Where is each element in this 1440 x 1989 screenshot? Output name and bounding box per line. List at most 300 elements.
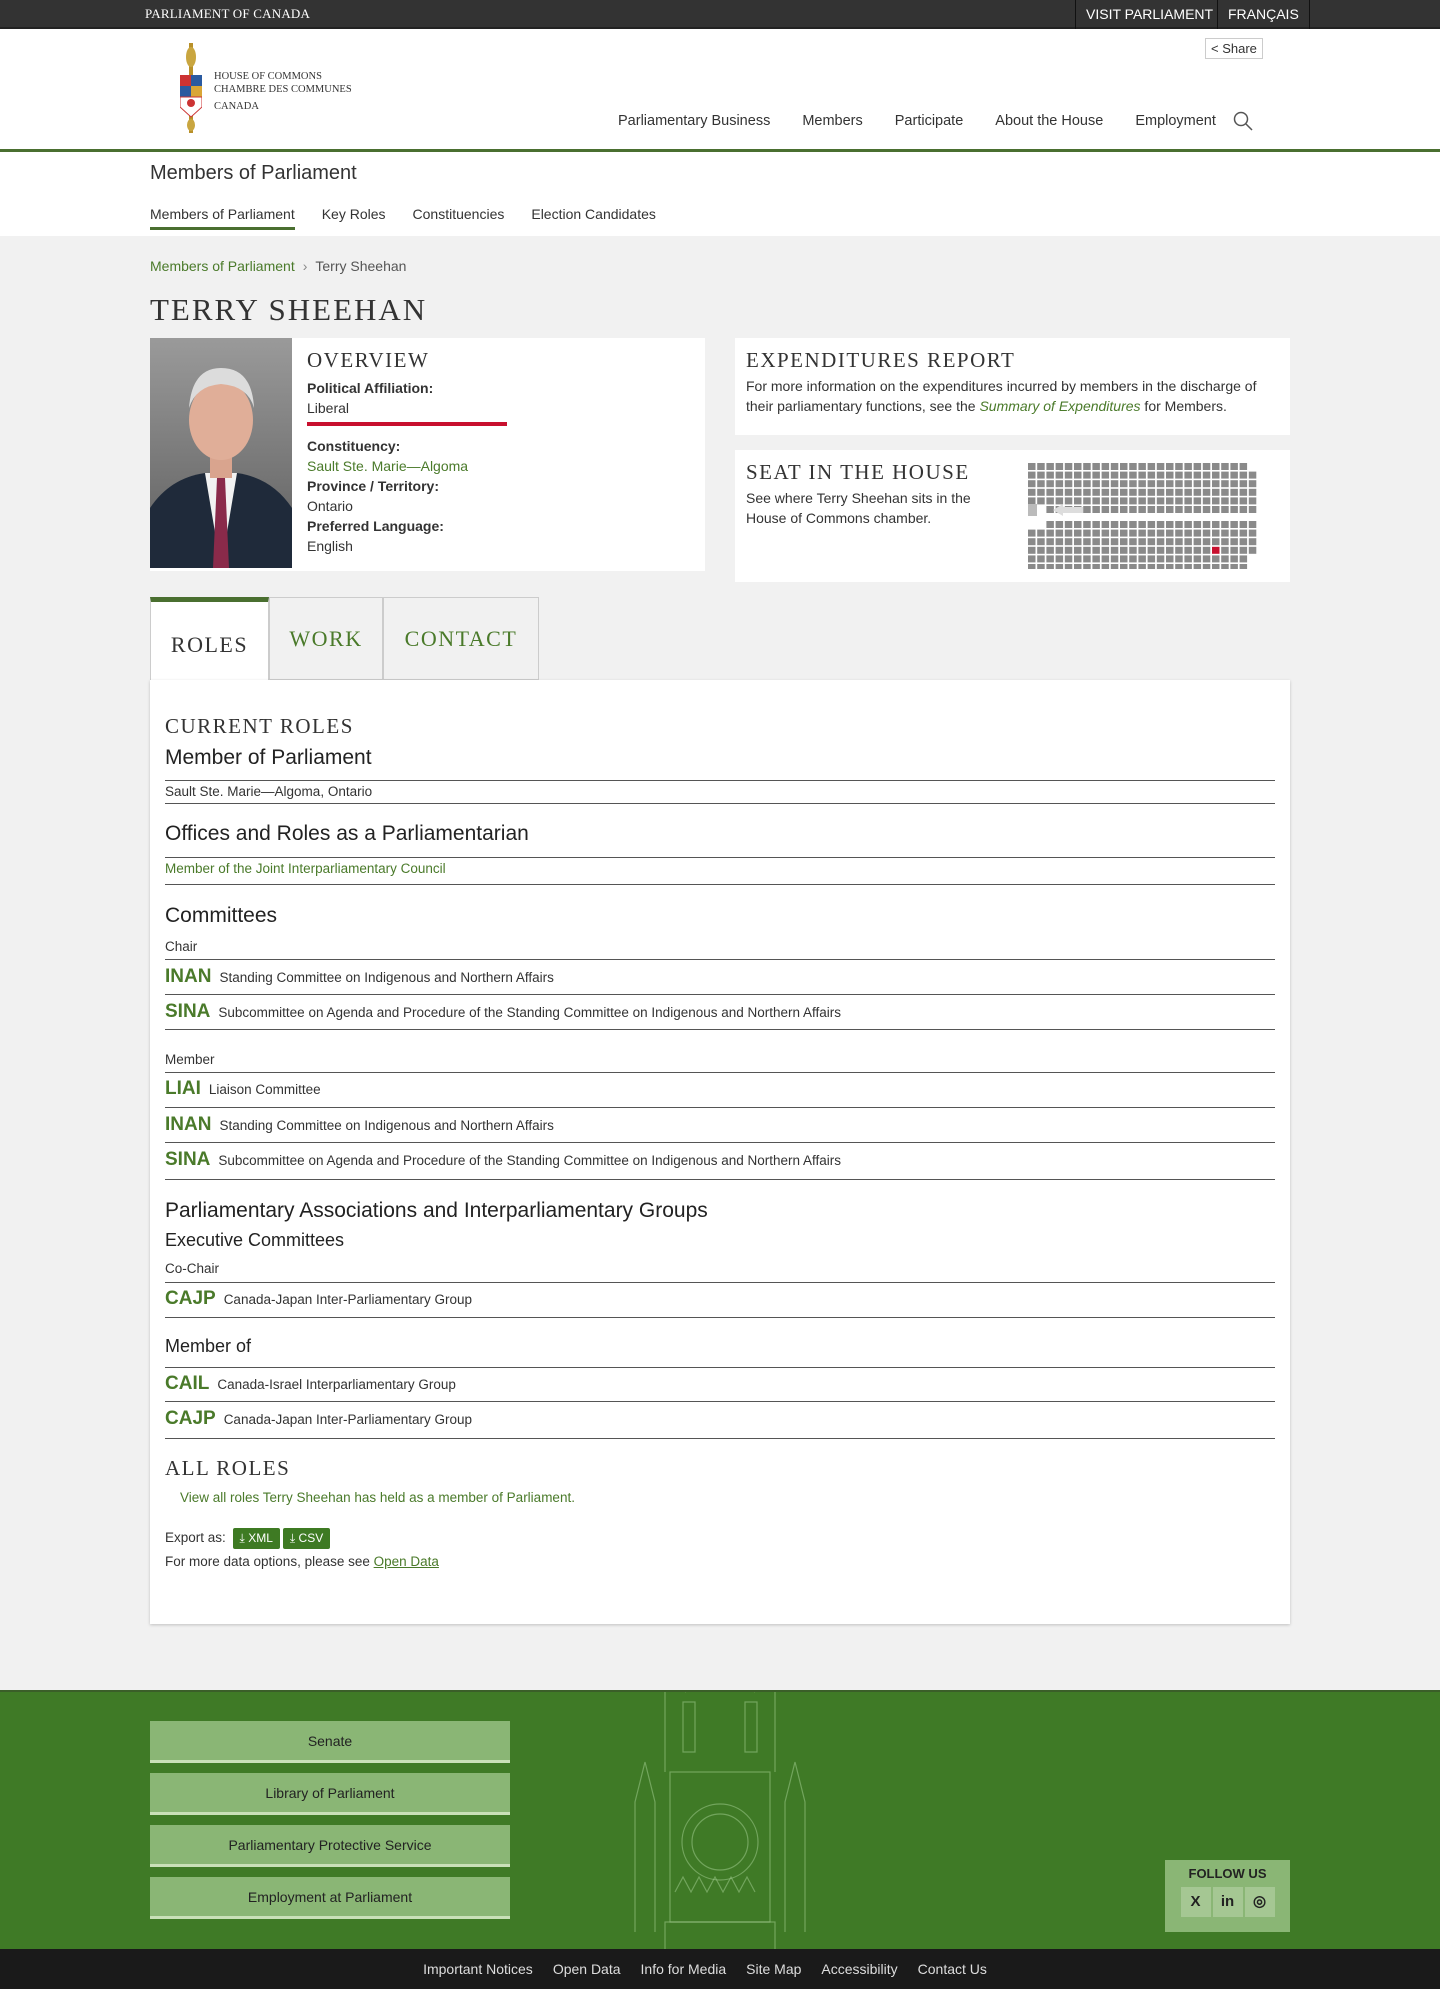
x-twitter-icon[interactable]: X bbox=[1181, 1887, 1211, 1917]
seat[interactable] bbox=[1037, 472, 1045, 479]
seat[interactable] bbox=[1046, 489, 1054, 496]
seat[interactable] bbox=[1138, 489, 1146, 496]
seat[interactable] bbox=[1056, 530, 1064, 537]
seat[interactable] bbox=[1120, 480, 1128, 487]
seat[interactable] bbox=[1166, 497, 1174, 504]
seat[interactable] bbox=[1074, 547, 1082, 554]
seat[interactable] bbox=[1240, 497, 1248, 504]
seat[interactable] bbox=[1129, 564, 1137, 569]
seat[interactable] bbox=[1175, 506, 1183, 513]
seat[interactable] bbox=[1092, 555, 1100, 562]
seat[interactable] bbox=[1065, 555, 1073, 562]
seat[interactable] bbox=[1203, 521, 1211, 528]
seat[interactable] bbox=[1184, 538, 1192, 545]
seat[interactable] bbox=[1157, 555, 1165, 562]
seat[interactable] bbox=[1028, 547, 1036, 554]
seat[interactable] bbox=[1056, 521, 1064, 528]
seat[interactable] bbox=[1074, 555, 1082, 562]
seat[interactable] bbox=[1102, 555, 1110, 562]
seat[interactable] bbox=[1184, 497, 1192, 504]
seat[interactable] bbox=[1230, 472, 1238, 479]
seat[interactable] bbox=[1249, 521, 1257, 528]
seat[interactable] bbox=[1065, 463, 1073, 470]
seat[interactable] bbox=[1065, 480, 1073, 487]
seat[interactable] bbox=[1028, 497, 1036, 504]
seat[interactable] bbox=[1065, 538, 1073, 545]
subnav-key-roles[interactable]: Key Roles bbox=[321, 206, 386, 222]
seat[interactable] bbox=[1230, 489, 1238, 496]
breadcrumb-parent[interactable]: Members of Parliament bbox=[150, 258, 295, 274]
seat[interactable] bbox=[1111, 547, 1119, 554]
nav-parliamentary-business[interactable]: Parliamentary Business bbox=[618, 113, 771, 129]
seat[interactable] bbox=[1074, 521, 1082, 528]
contact-us-link[interactable]: Contact Us bbox=[917, 1961, 987, 1977]
seat[interactable] bbox=[1138, 555, 1146, 562]
seat[interactable] bbox=[1129, 480, 1137, 487]
seat[interactable] bbox=[1111, 497, 1119, 504]
seat[interactable] bbox=[1221, 506, 1229, 513]
joint-interparliamentary-council-link[interactable]: Member of the Joint Interparliamentary Council bbox=[165, 861, 446, 876]
seat[interactable] bbox=[1240, 506, 1248, 513]
seat[interactable] bbox=[1065, 497, 1073, 504]
seat[interactable] bbox=[1056, 480, 1064, 487]
seat[interactable] bbox=[1083, 521, 1091, 528]
seat[interactable] bbox=[1175, 564, 1183, 569]
language-toggle[interactable]: FRANÇAIS bbox=[1217, 0, 1310, 29]
seat[interactable] bbox=[1102, 463, 1110, 470]
seat[interactable] bbox=[1157, 506, 1165, 513]
seat[interactable] bbox=[1148, 547, 1156, 554]
seat[interactable] bbox=[1166, 463, 1174, 470]
seat[interactable] bbox=[1056, 538, 1064, 545]
seat[interactable] bbox=[1138, 547, 1146, 554]
site-map-link[interactable]: Site Map bbox=[746, 1961, 802, 1977]
seat[interactable] bbox=[1083, 547, 1091, 554]
export-xml-button[interactable] bbox=[233, 1528, 280, 1549]
seat[interactable] bbox=[1157, 480, 1165, 487]
tab-contact[interactable]: CONTACT bbox=[383, 597, 539, 680]
seat[interactable] bbox=[1166, 480, 1174, 487]
seat[interactable] bbox=[1083, 538, 1091, 545]
committee-item[interactable] bbox=[165, 1078, 1275, 1100]
seat[interactable] bbox=[1046, 506, 1054, 513]
seat[interactable] bbox=[1028, 564, 1036, 569]
seat[interactable] bbox=[1184, 530, 1192, 537]
seat[interactable] bbox=[1046, 530, 1054, 537]
seat[interactable] bbox=[1148, 538, 1156, 545]
seat[interactable] bbox=[1240, 530, 1248, 537]
seat[interactable] bbox=[1240, 538, 1248, 545]
seat[interactable] bbox=[1056, 497, 1064, 504]
seat[interactable] bbox=[1212, 472, 1220, 479]
accessibility-link[interactable]: Accessibility bbox=[821, 1961, 898, 1977]
seat[interactable] bbox=[1184, 489, 1192, 496]
seat[interactable] bbox=[1230, 547, 1238, 554]
seat[interactable] bbox=[1203, 564, 1211, 569]
seat[interactable] bbox=[1166, 547, 1174, 554]
seat[interactable] bbox=[1212, 564, 1220, 569]
seat[interactable] bbox=[1175, 489, 1183, 496]
seat[interactable] bbox=[1120, 521, 1128, 528]
seat[interactable] bbox=[1092, 521, 1100, 528]
seat[interactable] bbox=[1212, 480, 1220, 487]
seat[interactable] bbox=[1129, 463, 1137, 470]
seat[interactable] bbox=[1120, 506, 1128, 513]
seat[interactable] bbox=[1046, 521, 1054, 528]
seat[interactable] bbox=[1212, 497, 1220, 504]
seat[interactable] bbox=[1212, 530, 1220, 537]
seat[interactable] bbox=[1148, 472, 1156, 479]
seat[interactable] bbox=[1221, 564, 1229, 569]
seat[interactable] bbox=[1175, 530, 1183, 537]
seat[interactable] bbox=[1092, 530, 1100, 537]
seat[interactable] bbox=[1240, 547, 1248, 554]
seat[interactable] bbox=[1056, 555, 1064, 562]
seat[interactable] bbox=[1138, 538, 1146, 545]
linkedin-icon[interactable]: in bbox=[1213, 1887, 1243, 1917]
seat[interactable] bbox=[1102, 472, 1110, 479]
committee-code[interactable]: LIAI bbox=[165, 1078, 201, 1099]
seat[interactable] bbox=[1129, 521, 1137, 528]
seat[interactable] bbox=[1129, 497, 1137, 504]
seat[interactable] bbox=[1046, 472, 1054, 479]
seat[interactable] bbox=[1111, 472, 1119, 479]
seat[interactable] bbox=[1175, 521, 1183, 528]
seat[interactable] bbox=[1102, 506, 1110, 513]
seat[interactable] bbox=[1111, 555, 1119, 562]
committee-code[interactable]: SINA bbox=[165, 1001, 211, 1022]
seat[interactable] bbox=[1065, 547, 1073, 554]
seat[interactable] bbox=[1157, 538, 1165, 545]
seat[interactable] bbox=[1037, 547, 1045, 554]
seat[interactable] bbox=[1194, 489, 1202, 496]
seat[interactable] bbox=[1249, 538, 1257, 545]
seat[interactable] bbox=[1203, 547, 1211, 554]
seat[interactable] bbox=[1249, 547, 1257, 554]
seat[interactable] bbox=[1046, 547, 1054, 554]
seat[interactable] bbox=[1194, 497, 1202, 504]
nav-about-the-house[interactable]: About the House bbox=[995, 113, 1104, 129]
seat[interactable] bbox=[1194, 555, 1202, 562]
seat[interactable] bbox=[1083, 463, 1091, 470]
seat[interactable] bbox=[1148, 530, 1156, 537]
seat[interactable] bbox=[1037, 489, 1045, 496]
seat[interactable] bbox=[1194, 463, 1202, 470]
open-data-footer-link[interactable]: Open Data bbox=[552, 1961, 621, 1977]
seat[interactable] bbox=[1028, 489, 1036, 496]
seat[interactable] bbox=[1046, 564, 1054, 569]
seat[interactable] bbox=[1221, 555, 1229, 562]
seat[interactable] bbox=[1111, 489, 1119, 496]
seat[interactable] bbox=[1120, 463, 1128, 470]
association-item[interactable] bbox=[165, 1373, 1275, 1395]
seat[interactable] bbox=[1092, 538, 1100, 545]
seat[interactable] bbox=[1065, 489, 1073, 496]
seat[interactable] bbox=[1111, 521, 1119, 528]
seat[interactable] bbox=[1111, 530, 1119, 537]
committee-item[interactable] bbox=[165, 1149, 1275, 1171]
seat[interactable] bbox=[1240, 564, 1248, 569]
seat[interactable] bbox=[1074, 463, 1082, 470]
seat[interactable] bbox=[1046, 463, 1054, 470]
nav-participate[interactable]: Participate bbox=[894, 113, 964, 129]
seat[interactable] bbox=[1102, 480, 1110, 487]
seat[interactable] bbox=[1148, 463, 1156, 470]
seat[interactable] bbox=[1148, 480, 1156, 487]
visit-parliament-link[interactable]: VISIT PARLIAMENT bbox=[1075, 0, 1223, 29]
seat[interactable] bbox=[1166, 564, 1174, 569]
seat[interactable] bbox=[1212, 506, 1220, 513]
seat[interactable] bbox=[1157, 547, 1165, 554]
footer-link-library[interactable]: Library of Parliament bbox=[150, 1773, 510, 1815]
seat[interactable] bbox=[1120, 530, 1128, 537]
seat[interactable] bbox=[1194, 564, 1202, 569]
seat[interactable] bbox=[1102, 547, 1110, 554]
seat[interactable] bbox=[1074, 489, 1082, 496]
instagram-icon[interactable]: ◎ bbox=[1245, 1887, 1275, 1917]
seat[interactable] bbox=[1138, 564, 1146, 569]
seat[interactable] bbox=[1056, 489, 1064, 496]
seat[interactable] bbox=[1203, 555, 1211, 562]
seat[interactable] bbox=[1074, 564, 1082, 569]
footer-link-senate[interactable]: Senate bbox=[150, 1721, 510, 1763]
seat[interactable] bbox=[1221, 480, 1229, 487]
seat[interactable] bbox=[1102, 497, 1110, 504]
seat[interactable] bbox=[1111, 506, 1119, 513]
seat[interactable] bbox=[1249, 530, 1257, 537]
seat[interactable] bbox=[1028, 472, 1036, 479]
share-button[interactable] bbox=[1205, 38, 1263, 59]
seat[interactable] bbox=[1230, 521, 1238, 528]
export-csv-button[interactable] bbox=[283, 1528, 330, 1549]
seat[interactable] bbox=[1166, 506, 1174, 513]
seating-chart[interactable] bbox=[1028, 463, 1258, 569]
seat[interactable] bbox=[1129, 530, 1137, 537]
seat[interactable] bbox=[1230, 506, 1238, 513]
seat[interactable] bbox=[1111, 463, 1119, 470]
seat[interactable] bbox=[1194, 472, 1202, 479]
seat[interactable] bbox=[1157, 521, 1165, 528]
seat[interactable] bbox=[1249, 497, 1257, 504]
seat[interactable] bbox=[1175, 480, 1183, 487]
seat[interactable] bbox=[1230, 463, 1238, 470]
seat[interactable] bbox=[1092, 547, 1100, 554]
seat[interactable] bbox=[1138, 480, 1146, 487]
seat[interactable] bbox=[1138, 521, 1146, 528]
association-code[interactable]: CAJP bbox=[165, 1288, 216, 1309]
seat[interactable] bbox=[1120, 547, 1128, 554]
seat[interactable] bbox=[1166, 538, 1174, 545]
seat[interactable] bbox=[1102, 530, 1110, 537]
seat[interactable] bbox=[1240, 472, 1248, 479]
seat[interactable] bbox=[1249, 472, 1257, 479]
association-code[interactable]: CAIL bbox=[165, 1373, 210, 1394]
seat[interactable] bbox=[1166, 472, 1174, 479]
important-notices-link[interactable]: Important Notices bbox=[423, 1961, 533, 1977]
seat[interactable] bbox=[1212, 538, 1220, 545]
seat[interactable] bbox=[1065, 521, 1073, 528]
seat[interactable] bbox=[1194, 547, 1202, 554]
seat[interactable] bbox=[1166, 555, 1174, 562]
seat[interactable] bbox=[1111, 538, 1119, 545]
seat[interactable] bbox=[1092, 463, 1100, 470]
seat[interactable] bbox=[1111, 480, 1119, 487]
seat[interactable] bbox=[1074, 530, 1082, 537]
seat[interactable] bbox=[1037, 564, 1045, 569]
seat[interactable] bbox=[1221, 472, 1229, 479]
committee-item[interactable] bbox=[165, 1114, 1275, 1136]
seat[interactable] bbox=[1037, 497, 1045, 504]
seat[interactable] bbox=[1203, 489, 1211, 496]
seat[interactable] bbox=[1102, 564, 1110, 569]
association-code[interactable]: CAJP bbox=[165, 1408, 216, 1429]
seat[interactable] bbox=[1221, 547, 1229, 554]
seat[interactable] bbox=[1148, 555, 1156, 562]
seat[interactable] bbox=[1074, 497, 1082, 504]
seat[interactable] bbox=[1138, 497, 1146, 504]
seat[interactable] bbox=[1056, 463, 1064, 470]
nav-members[interactable]: Members bbox=[802, 113, 863, 129]
seat[interactable] bbox=[1249, 489, 1257, 496]
seat[interactable] bbox=[1184, 480, 1192, 487]
seat[interactable] bbox=[1120, 497, 1128, 504]
seat[interactable] bbox=[1037, 463, 1045, 470]
seat[interactable] bbox=[1184, 472, 1192, 479]
seat[interactable] bbox=[1194, 480, 1202, 487]
seat[interactable] bbox=[1102, 489, 1110, 496]
seat[interactable] bbox=[1028, 555, 1036, 562]
association-item[interactable] bbox=[165, 1288, 1275, 1310]
seat[interactable] bbox=[1240, 480, 1248, 487]
footer-link-protective-service[interactable]: Parliamentary Protective Service bbox=[150, 1825, 510, 1867]
seat[interactable] bbox=[1184, 463, 1192, 470]
open-data-link[interactable]: Open Data bbox=[373, 1554, 439, 1569]
seat[interactable] bbox=[1065, 472, 1073, 479]
seat[interactable] bbox=[1083, 472, 1091, 479]
seat[interactable] bbox=[1092, 472, 1100, 479]
seat[interactable] bbox=[1083, 489, 1091, 496]
seat[interactable] bbox=[1028, 530, 1036, 537]
seat[interactable] bbox=[1175, 463, 1183, 470]
seat[interactable] bbox=[1203, 497, 1211, 504]
seat[interactable] bbox=[1157, 530, 1165, 537]
seat[interactable] bbox=[1175, 472, 1183, 479]
subnav-members-of-parliament[interactable]: Members of Parliament bbox=[150, 206, 295, 230]
seat[interactable] bbox=[1120, 472, 1128, 479]
seat[interactable] bbox=[1037, 530, 1045, 537]
seat[interactable] bbox=[1065, 530, 1073, 537]
seat[interactable] bbox=[1138, 472, 1146, 479]
seat[interactable] bbox=[1129, 506, 1137, 513]
seat[interactable] bbox=[1092, 497, 1100, 504]
seat[interactable] bbox=[1203, 530, 1211, 537]
seat[interactable] bbox=[1092, 480, 1100, 487]
footer-link-employment[interactable]: Employment at Parliament bbox=[150, 1877, 510, 1919]
seat[interactable] bbox=[1230, 497, 1238, 504]
summary-of-expenditures-link[interactable]: Summary of Expenditures bbox=[979, 398, 1141, 414]
seat[interactable] bbox=[1221, 489, 1229, 496]
seat[interactable] bbox=[1230, 564, 1238, 569]
seat[interactable] bbox=[1175, 547, 1183, 554]
seat[interactable] bbox=[1166, 530, 1174, 537]
seat[interactable] bbox=[1092, 564, 1100, 569]
seat[interactable] bbox=[1240, 555, 1248, 562]
seat[interactable] bbox=[1194, 538, 1202, 545]
seat[interactable] bbox=[1138, 463, 1146, 470]
seat[interactable] bbox=[1083, 480, 1091, 487]
seat[interactable] bbox=[1184, 521, 1192, 528]
seat[interactable] bbox=[1157, 489, 1165, 496]
subnav-constituencies[interactable]: Constituencies bbox=[412, 206, 505, 222]
seat[interactable] bbox=[1184, 564, 1192, 569]
seat[interactable] bbox=[1083, 506, 1091, 513]
seat[interactable] bbox=[1120, 564, 1128, 569]
seat[interactable] bbox=[1129, 489, 1137, 496]
seat[interactable] bbox=[1157, 497, 1165, 504]
seat[interactable] bbox=[1148, 564, 1156, 569]
seat[interactable] bbox=[1148, 497, 1156, 504]
member-seat[interactable] bbox=[1212, 547, 1220, 554]
seat[interactable] bbox=[1046, 497, 1054, 504]
committee-code[interactable]: INAN bbox=[165, 966, 212, 987]
parliament-brand[interactable]: PARLIAMENT OF CANADA bbox=[145, 6, 311, 21]
seat[interactable] bbox=[1166, 521, 1174, 528]
seat[interactable] bbox=[1212, 521, 1220, 528]
house-of-commons-logo[interactable] bbox=[180, 43, 352, 133]
seat[interactable] bbox=[1129, 538, 1137, 545]
seat[interactable] bbox=[1120, 489, 1128, 496]
seat[interactable] bbox=[1212, 463, 1220, 470]
seat[interactable] bbox=[1175, 538, 1183, 545]
committee-code[interactable]: INAN bbox=[165, 1114, 212, 1135]
seat[interactable] bbox=[1221, 538, 1229, 545]
committee-item[interactable] bbox=[165, 966, 1275, 988]
search-icon[interactable] bbox=[1233, 111, 1253, 131]
seat[interactable] bbox=[1074, 472, 1082, 479]
seat[interactable] bbox=[1221, 521, 1229, 528]
seat[interactable] bbox=[1028, 480, 1036, 487]
seat[interactable] bbox=[1221, 463, 1229, 470]
seat[interactable] bbox=[1230, 480, 1238, 487]
seat[interactable] bbox=[1184, 555, 1192, 562]
seat[interactable] bbox=[1083, 555, 1091, 562]
seat[interactable] bbox=[1092, 506, 1100, 513]
seat[interactable] bbox=[1083, 564, 1091, 569]
seat[interactable] bbox=[1221, 497, 1229, 504]
seat[interactable] bbox=[1037, 480, 1045, 487]
seat[interactable] bbox=[1203, 538, 1211, 545]
seat[interactable] bbox=[1157, 564, 1165, 569]
seat[interactable] bbox=[1166, 489, 1174, 496]
seat[interactable] bbox=[1056, 564, 1064, 569]
view-all-roles-link[interactable]: View all roles Terry Sheehan has held as a member of Parliament. bbox=[180, 1490, 575, 1505]
seat[interactable] bbox=[1148, 506, 1156, 513]
info-for-media-link[interactable]: Info for Media bbox=[640, 1961, 727, 1977]
seat[interactable] bbox=[1148, 489, 1156, 496]
seat[interactable] bbox=[1037, 555, 1045, 562]
seat[interactable] bbox=[1249, 506, 1257, 513]
seat[interactable] bbox=[1184, 506, 1192, 513]
seat[interactable] bbox=[1102, 538, 1110, 545]
seat[interactable] bbox=[1056, 547, 1064, 554]
seat[interactable] bbox=[1102, 521, 1110, 528]
seat[interactable] bbox=[1129, 472, 1137, 479]
seat[interactable] bbox=[1175, 555, 1183, 562]
nav-employment[interactable]: Employment bbox=[1135, 113, 1216, 129]
seat[interactable] bbox=[1194, 530, 1202, 537]
seat[interactable] bbox=[1240, 489, 1248, 496]
seat[interactable] bbox=[1230, 555, 1238, 562]
